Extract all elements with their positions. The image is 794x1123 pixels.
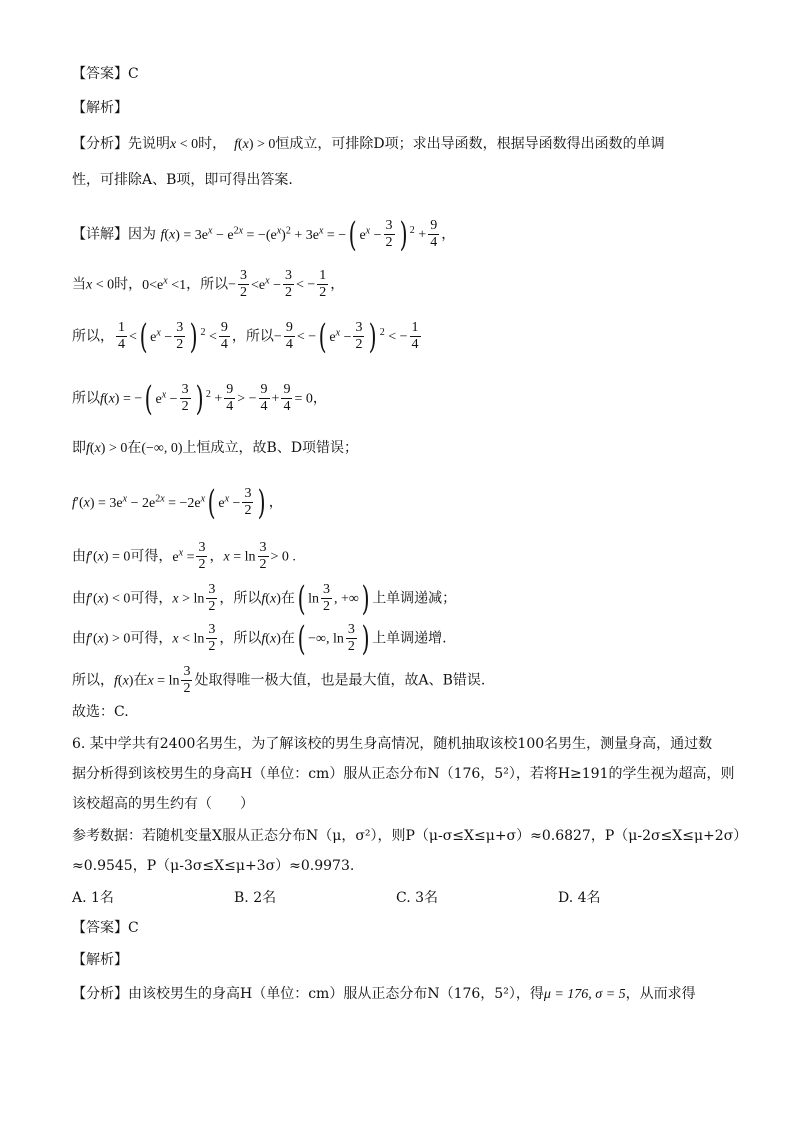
detail-line-6: $f'(x) = 3e^x - 2e^{2x} = -2e^x$( $e^x$ − $\frac{3}{2}$ ) ， — [72, 482, 283, 523]
math: x — [170, 137, 177, 152]
option-c: C. 3名 — [396, 890, 439, 906]
q6-stem-1: 6. 某中学共有2400名男生，为了解该校的男生身高情况，随机抽取该校100名男生，测量身高，通过数 — [72, 736, 713, 752]
q6-fenxi-line — [72, 984, 696, 1005]
detail-text: 在 — [127, 440, 142, 456]
detail-line-4: 所以f(x) = −( $e^x$ − $\frac{3}{2}$ ) $^2$ + $\frac{9}{4}$ > − $\frac{9}{4}$ + $\frac{9}{4}$ = 0， — [72, 378, 327, 419]
answer-value: C — [128, 66, 139, 82]
detail-text: 所以 — [233, 590, 262, 607]
option-d: D. 4名 — [558, 890, 601, 906]
detail-text: 所以， — [72, 672, 114, 689]
detail-text: 所以 — [200, 276, 229, 293]
fenxi-tag: 【分析】 — [72, 986, 128, 1002]
detail-text: 可得， — [130, 590, 173, 607]
detail-text: 在 — [280, 630, 295, 647]
detail-line-10: 所以，f(x)在x = ln $\frac{3}{2}$ 处取得唯一极大值，也是最大值，故A、B错误. — [72, 664, 486, 696]
fenxi-text: 时， — [198, 136, 227, 152]
answer-tag: 【答案】 — [72, 920, 128, 936]
detail-text: 因为 — [128, 226, 156, 243]
detail-text: 上单调递减； — [372, 590, 457, 607]
detail-line-1: 【详解】因为 $f(x) = 3e^x - e^{2x} = -(e^x)^2 + 3e^x$ = −( $e^x$ − $\frac{3}{2}$ ) $^2$ + $\frac{9}{4}$ ， — [72, 214, 456, 255]
detail-line-9: 由f′(x) > 0可得，x < ln $\frac{3}{2}$ ，所以f(x)在( −∞, ln $\frac{3}{2}$ ) 上单调递增. — [72, 618, 447, 659]
detail-text: 可得， — [130, 548, 173, 565]
answer-line — [72, 64, 139, 84]
fenxi-line-1: 【分析】先说明x < 0时， f(x) > 0恒成立，可排除D项；求出导函数，根据导函数得出函数的单调 — [72, 136, 665, 152]
detail-line-3: 所以， $\frac{1}{4}$ <( $e^x$ − $\frac{3}{2}$ ) $^2$ < $\frac{9}{4}$ ，所以− $\frac{9}{4}$ < −( $e^x$ − $\frac{3}{2}$ ) $^2$ < − $\frac{1}{4}$ — [72, 316, 419, 357]
q6-stem-3: 该校超高的男生约有（ ） — [72, 796, 254, 812]
analysis-tag: 【解析】 — [72, 100, 128, 116]
detail-text: 处取得唯一极大值，也是最大值，故A、B错误. — [194, 672, 486, 689]
detail-text: 所以 — [72, 390, 100, 407]
answer-value: C — [128, 920, 139, 936]
q6-stem-2: 据分析得到该校男生的身高H（单位：cm）服从正态分布N（176，5²），若将H≥191的学生视为超高，则 — [72, 766, 735, 782]
fenxi-tag: 【分析】 — [72, 136, 128, 152]
detail-text: 所以 — [233, 630, 262, 647]
detail-text: 即 — [72, 440, 86, 456]
option-a: A. 1名 — [72, 890, 114, 906]
detail-text: 上单调递增. — [372, 630, 447, 647]
detail-line-7: 由f′(x) = 0可得，$e^x$ = $\frac{3}{2}$ ，x = ln $\frac{3}{2}$ > 0 . — [72, 540, 296, 572]
detail-text: 在 — [280, 590, 295, 607]
option-b: B. 2名 — [234, 890, 277, 906]
math: f — [230, 137, 238, 152]
fenxi-math: μ = 176, σ = 5 — [543, 987, 626, 1002]
detail-tag: 【详解】 — [72, 226, 128, 243]
choose-line: 故选：C. — [72, 704, 129, 720]
detail-text: 当 — [72, 276, 86, 293]
fenxi-line-2: 性，可排除A、B项，即可得出答案. — [72, 172, 293, 188]
fenxi-text: 恒成立，可排除D项；求出导函数，根据导函数得出函数的单调 — [275, 136, 665, 152]
detail-text: 所以， — [72, 328, 114, 345]
detail-text: 可得， — [130, 630, 173, 647]
answer-tag: 【答案】 — [72, 66, 128, 82]
q6-ref-2: ≈0.9545，P（μ-3σ≤X≤μ+3σ）≈0.9973. — [72, 858, 355, 874]
q6-answer-line — [72, 918, 139, 938]
detail-text: 上恒成立，故B、D项错误； — [182, 440, 359, 456]
detail-text: 时， — [114, 276, 143, 293]
detail-text: 由 — [72, 630, 86, 647]
detail-line-5: 即f(x) > 0在(−∞, 0)上恒成立，故B、D项错误； — [72, 440, 359, 456]
q6-ref-1: 参考数据：若随机变量X服从正态分布N（μ，σ²），则P（μ-σ≤X≤μ+σ）≈0.6827，P（μ-2σ≤X≤μ+2σ） — [72, 828, 748, 844]
fenxi-text: 先说明 — [128, 136, 170, 152]
fenxi-text: 由该校男生的身高H（单位：cm）服从正态分布N（176，5²），得 — [128, 986, 544, 1002]
detail-text: 在 — [133, 672, 148, 689]
q6-analysis-tag: 【解析】 — [72, 952, 128, 968]
fenxi-text: ，从而求得 — [625, 986, 696, 1002]
detail-text: 所以 — [245, 328, 274, 345]
detail-text: 由 — [72, 590, 86, 607]
detail-text: 由 — [72, 548, 86, 565]
detail-line-8: 由f′(x) < 0可得，x > ln $\frac{3}{2}$ ，所以f(x)在( ln $\frac{3}{2}$ , +∞) 上单调递减； — [72, 578, 457, 619]
detail-line-2: 当x < 0时，$0<e^x <1$，所以− $\frac{3}{2}$ $<e^x$ − $\frac{3}{2}$ < − $\frac{1}{2}$ ， — [72, 268, 345, 300]
